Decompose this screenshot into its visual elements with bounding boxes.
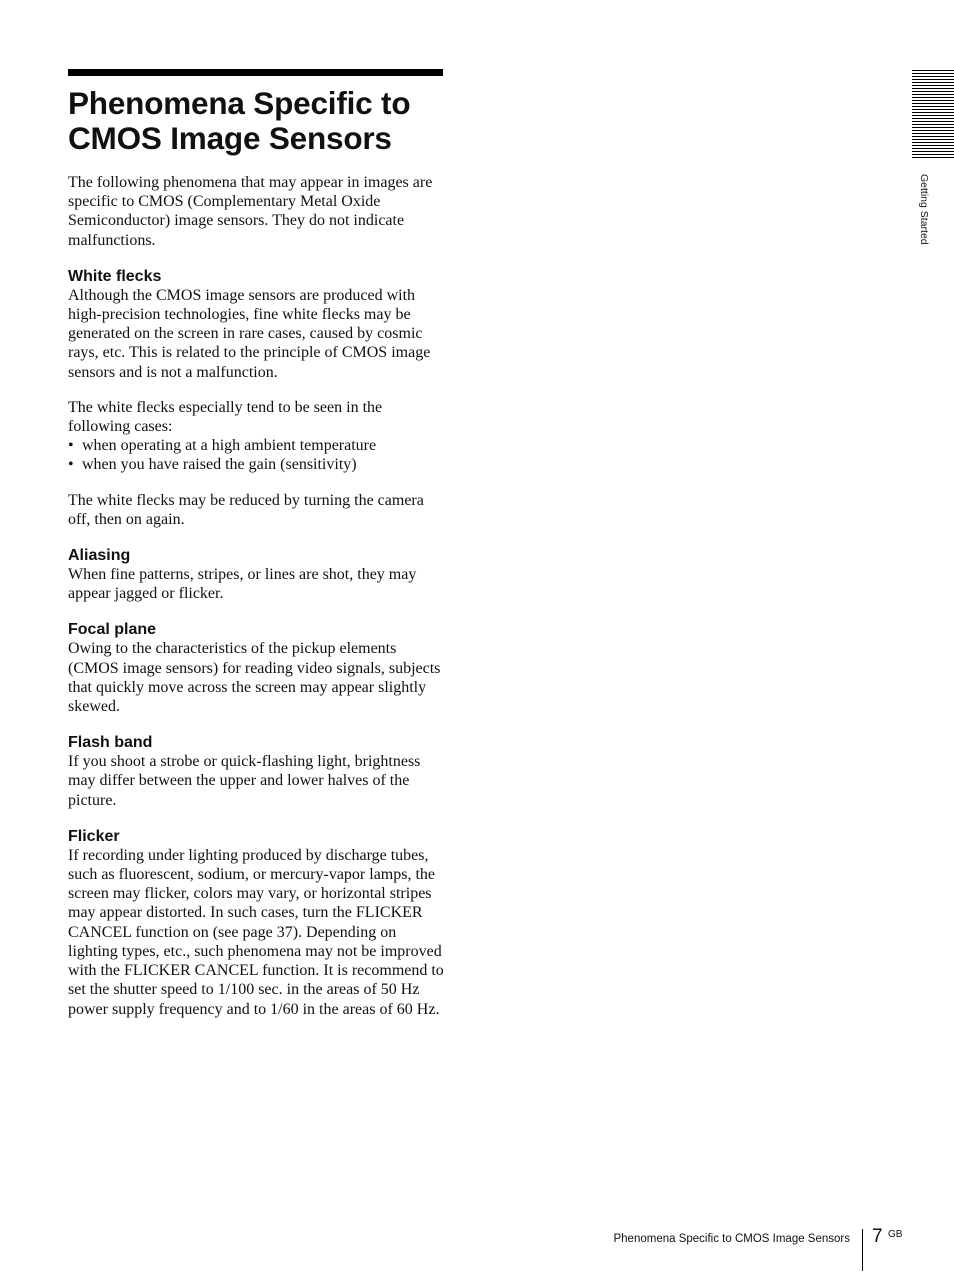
intro-paragraph: The following phenomena that may appear in images are specific to CMOS (Complementary Metal Oxide Semiconductor) image sensors. They do not indicate malfunctions. [68,174,433,249]
section-tab-marker [912,70,954,160]
white-flecks-paragraph-1: Although the CMOS image sensors are produced with high-precision technologies, fine white flecks may be generated on the screen in rare cases, caused by cosmic rays, etc. This is related to the principle of CMOS image sensors and is not a malfunction. [68,286,431,381]
list-item [68,455,444,474]
section-heading-focal-plane: Focal plane [68,621,157,639]
bullet-icon: • [68,456,74,474]
white-flecks-paragraph-2: The white flecks especially tend to be seen in the following cases: [68,398,383,436]
list-item-text: when you have raised the gain (sensitivity) [82,456,357,474]
flicker-paragraph: If recording under lighting produced by discharge tubes, such as fluorescent, sodium, or mercury-vapor lamps, the screen may flicker, colors may vary, or horizontal stripes may appear distorted. In such cases, turn the FLICKER CANCEL function on (see page 37). Depending on lighting types, etc., such phenomena may not be improved with the FLICKER CANCEL function. It is recommend to set the shutter speed to 1/100 sec. in the areas of 50 Hz power supply frequency and to 1/60 in the areas of 60 Hz. [68,846,444,1018]
page-title-line-2: CMOS Image Sensors [68,120,392,156]
page-title [68,86,444,156]
white-flecks-paragraph-3: The white flecks may be reduced by turning the camera off, then on again. [68,491,424,528]
section-heading-flash-band: Flash band [68,734,153,752]
flash-band-paragraph: If you shoot a strobe or quick-flashing light, brightness may differ between the upper and lower halves of the picture. [68,753,421,809]
footer-running-title: Phenomena Specific to CMOS Image Sensors [613,1233,850,1245]
page-title-line-1: Phenomena Specific to [68,85,411,121]
list-item-text: when operating at a high ambient temperature [82,437,377,455]
section-tab-label: Getting Started [918,174,930,245]
section-heading-white-flecks: White flecks [68,267,162,285]
title-rule [68,69,443,76]
list-item [68,436,444,455]
main-content [68,69,444,1019]
section-heading-aliasing: Aliasing [68,547,131,565]
page-number: 7 [872,1226,883,1247]
focal-plane-paragraph: Owing to the characteristics of the pickup elements (CMOS image sensors) for reading video signals, subjects that quickly move across the screen may appear slightly skewed. [68,640,441,716]
bullet-icon: • [68,437,74,455]
page-number-suffix: GB [888,1229,903,1240]
white-flecks-bullet-list [68,436,444,474]
footer-divider [862,1229,863,1271]
aliasing-paragraph: When fine patterns, stripes, or lines are shot, they may appear jagged or flicker. [68,566,417,603]
section-heading-flicker: Flicker [68,827,120,845]
